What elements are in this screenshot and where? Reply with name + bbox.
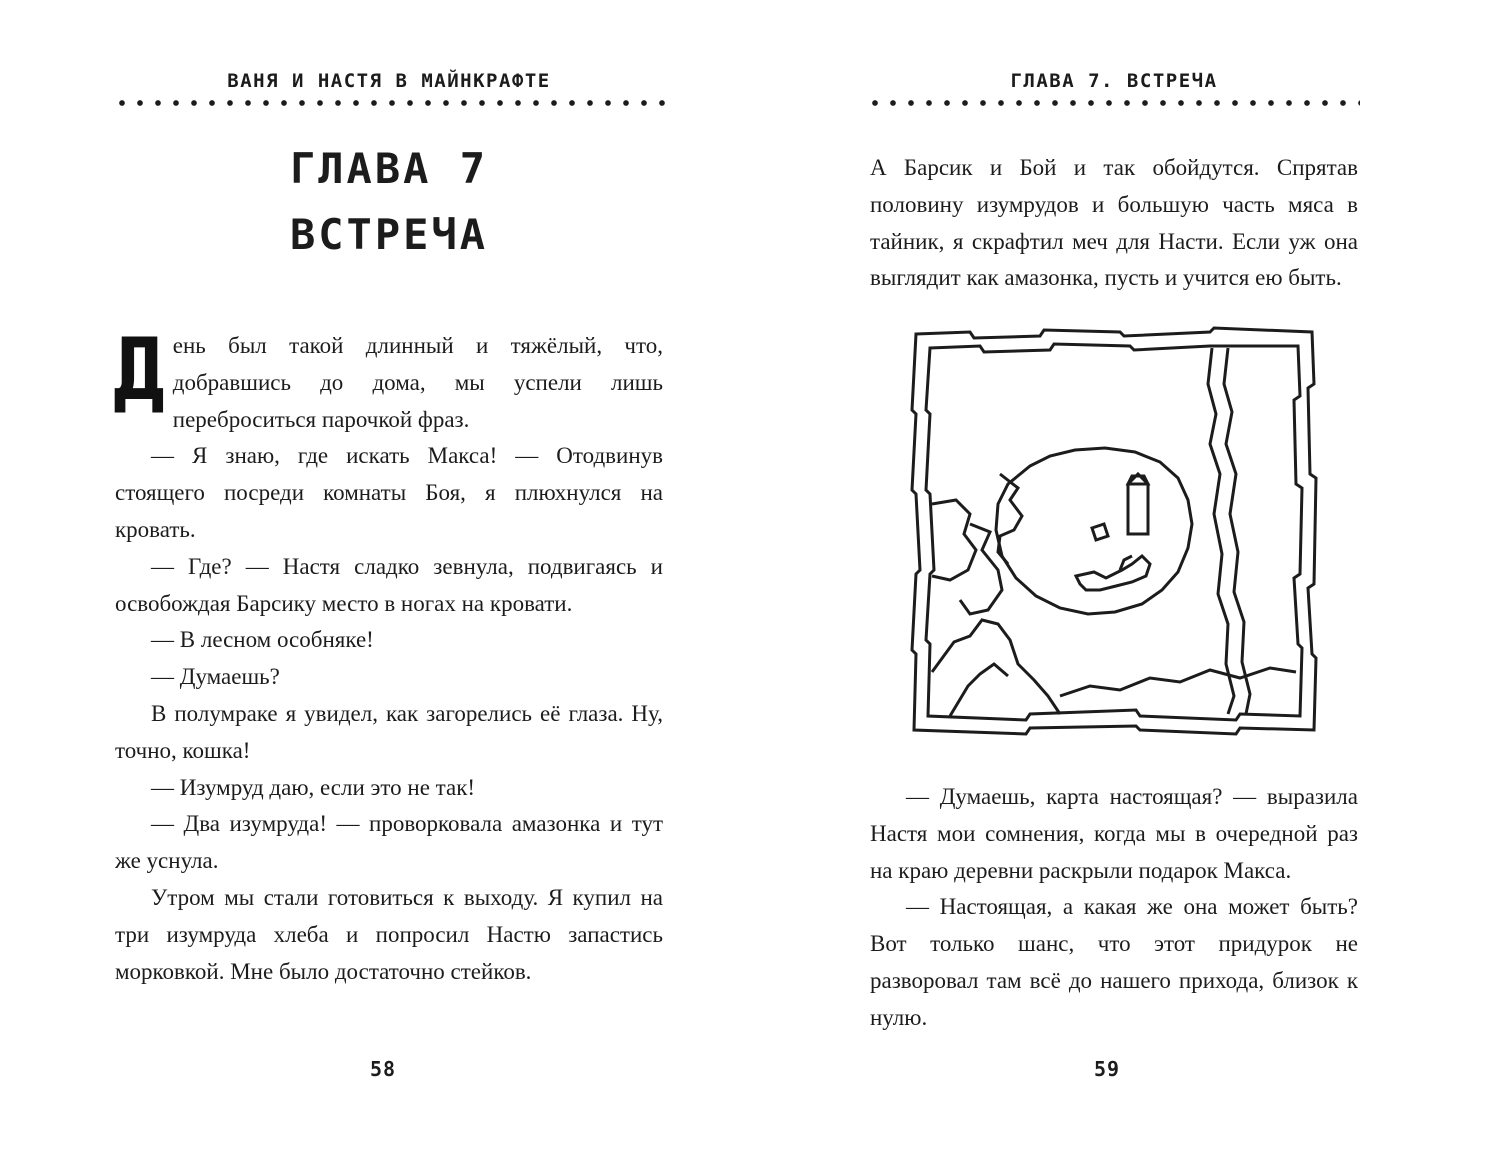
chapter-title: ВСТРЕЧА <box>289 210 488 259</box>
paragraph: Утром мы стали готовиться к выходу. Я купил на три изумруда хлеба и попросил Настю запастись морковкой. Мне было достаточно стейков. <box>115 884 663 984</box>
paragraph: А Барсик и Бой и так обойдутся. Спрятав половину изумрудов и большую часть мяса в тайник, я скрафтил меч для Насти. Если уж она выглядит как амазонка, пусть и учится ею быть. <box>870 155 1358 291</box>
running-head: ГЛАВА 7. ВСТРЕЧА <box>1010 70 1218 92</box>
paragraph: В полумраке я увидел, как загорелись её глаза. Ну, точно, кошка! <box>115 700 663 763</box>
paragraph: — Думаешь, карта настоящая? — выразила Настя мои сомнения, когда мы в очередной раз на краю деревни раскрыли подарок Макса. <box>870 784 1358 883</box>
paragraph: — Изумруд даю, если это не так! <box>151 774 476 800</box>
chapter-body-bottom <box>870 779 1358 1037</box>
chapter-body-top <box>870 150 1358 297</box>
paragraph: — В лесном особняке! <box>151 627 374 653</box>
paragraph: — Где? — Настя сладко зевнула, подвигаясь и освобождая Барсику место в ногах на кровати. <box>115 553 663 616</box>
paragraph: День был такой длинный и тяжёлый, что, добравшись до дома, мы успели лишь переброситься парочкой фраз. <box>113 320 663 432</box>
running-head: ВАНЯ И НАСТЯ В МАЙНКРАФТЕ <box>227 70 551 92</box>
paragraph: — Думаешь? <box>151 664 280 690</box>
page-number: 58 <box>370 1057 397 1081</box>
paragraph: — Настоящая, а какая же она может быть? Вот только шанс, что этот придурок не разворовал там всё до нашего прихода, близок к нулю. <box>870 894 1358 1030</box>
drop-cap: Д <box>113 320 165 420</box>
map-icon <box>910 324 1320 736</box>
dotted-divider <box>113 100 665 106</box>
paragraph: — Два изумруда! — проворковала амазонка и тут же уснула. <box>115 811 663 874</box>
chapter-body <box>113 320 663 990</box>
dotted-divider <box>866 100 1360 106</box>
page-number: 59 <box>1094 1057 1121 1081</box>
paragraph: — Я знаю, где искать Макса! — Отодвинув стоящего посреди комнаты Боя, я плюхнулся на кровать. <box>115 443 663 542</box>
chapter-number: ГЛАВА 7 <box>289 144 488 193</box>
right-page <box>750 0 1500 1164</box>
